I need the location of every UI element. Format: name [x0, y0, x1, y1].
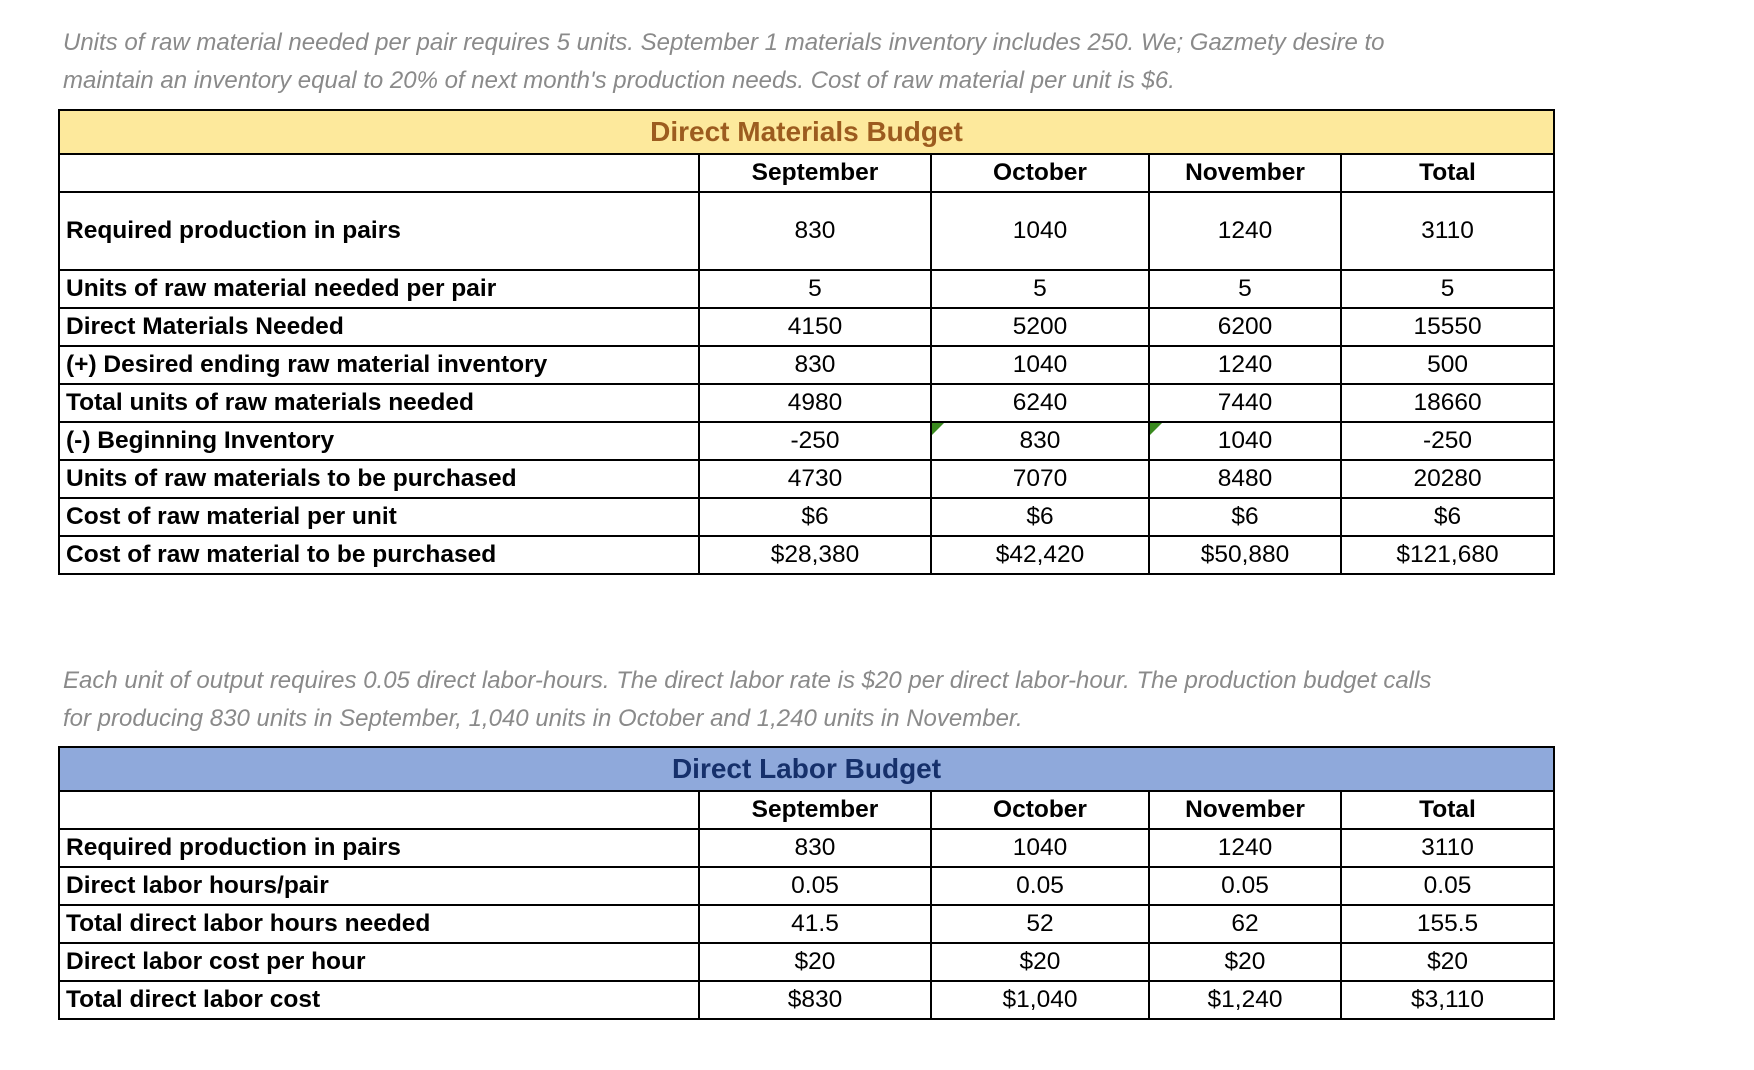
labor-col-total: Total: [1341, 791, 1554, 829]
row-label: Units of raw material needed per pair: [59, 270, 699, 308]
cell-value-with-comment-marker[interactable]: 1040: [1149, 422, 1341, 460]
labor-col-november: November: [1149, 791, 1341, 829]
cell-value: 5: [1149, 270, 1341, 308]
cell-value: 1240: [1149, 829, 1341, 867]
table-row: [59, 867, 1554, 905]
row-label: Direct labor cost per hour: [59, 943, 699, 981]
cell-value: 500: [1341, 346, 1554, 384]
cell-value: $50,880: [1149, 536, 1341, 574]
row-label: Total direct labor hours needed: [59, 905, 699, 943]
cell-value: $6: [1341, 498, 1554, 536]
cell-value: 830: [699, 829, 931, 867]
cell-value: $1,240: [1149, 981, 1341, 1019]
labor-header-blank: [59, 791, 699, 829]
materials-col-total: Total: [1341, 154, 1554, 192]
row-label: Cost of raw material per unit: [59, 498, 699, 536]
row-label: (+) Desired ending raw material inventory: [59, 346, 699, 384]
cell-value: 6200: [1149, 308, 1341, 346]
materials-note-line-1: Units of raw material needed per pair requires 5 units. September 1 materials inventory includes 250. We; Gazmety desire to: [63, 29, 1385, 56]
table-row: [59, 498, 1554, 536]
row-label: Units of raw materials to be purchased: [59, 460, 699, 498]
cell-value: -250: [699, 422, 931, 460]
row-label: Required production in pairs: [59, 829, 699, 867]
cell-value: 1240: [1149, 192, 1341, 270]
cell-value: 830: [699, 192, 931, 270]
materials-note: [63, 24, 1563, 100]
materials-col-october: October: [931, 154, 1149, 192]
table-row: [59, 270, 1554, 308]
direct-materials-budget-table: [58, 109, 1555, 575]
cell-value: 5: [1341, 270, 1554, 308]
table-row: [59, 422, 1554, 460]
cell-value: 5200: [931, 308, 1149, 346]
row-label: Total direct labor cost: [59, 981, 699, 1019]
cell-value: $20: [1341, 943, 1554, 981]
table-row: [59, 905, 1554, 943]
cell-value: $20: [931, 943, 1149, 981]
cell-value: 4150: [699, 308, 931, 346]
cell-value: 8480: [1149, 460, 1341, 498]
table-row: [59, 384, 1554, 422]
cell-value: 20280: [1341, 460, 1554, 498]
cell-value: 6240: [931, 384, 1149, 422]
row-label: Required production in pairs: [59, 192, 699, 270]
cell-value: 15550: [1341, 308, 1554, 346]
labor-col-september: September: [699, 791, 931, 829]
table-row: [59, 829, 1554, 867]
cell-value: $20: [1149, 943, 1341, 981]
labor-budget-title: Direct Labor Budget: [59, 747, 1554, 791]
cell-value: $6: [699, 498, 931, 536]
labor-note-line-2: for producing 830 units in September, 1,040 units in October and 1,240 units in November.: [63, 705, 1023, 732]
cell-value: $830: [699, 981, 931, 1019]
cell-value: 62: [1149, 905, 1341, 943]
materials-note-line-2: maintain an inventory equal to 20% of next month's production needs. Cost of raw material per unit is $6.: [63, 67, 1175, 94]
cell-value: 4980: [699, 384, 931, 422]
row-label: (-) Beginning Inventory: [59, 422, 699, 460]
row-label: Total units of raw materials needed: [59, 384, 699, 422]
cell-value: 41.5: [699, 905, 931, 943]
cell-value-with-comment-marker[interactable]: 830: [931, 422, 1149, 460]
row-label: Direct Materials Needed: [59, 308, 699, 346]
row-label: Cost of raw material to be purchased: [59, 536, 699, 574]
table-row: [59, 192, 1554, 270]
table-row: [59, 536, 1554, 574]
cell-value: $3,110: [1341, 981, 1554, 1019]
direct-labor-budget-table: [58, 746, 1555, 1020]
labor-note-line-1: Each unit of output requires 0.05 direct labor-hours. The direct labor rate is $20 per direct labor-hour. The production budget calls: [63, 667, 1432, 694]
cell-value: 7440: [1149, 384, 1341, 422]
cell-value: 4730: [699, 460, 931, 498]
labor-note: [63, 662, 1563, 738]
cell-value: 7070: [931, 460, 1149, 498]
table-row: [59, 346, 1554, 384]
materials-col-september: September: [699, 154, 931, 192]
row-label: Direct labor hours/pair: [59, 867, 699, 905]
cell-value: 52: [931, 905, 1149, 943]
cell-value: $6: [931, 498, 1149, 536]
cell-value: 0.05: [931, 867, 1149, 905]
cell-value: $121,680: [1341, 536, 1554, 574]
cell-value: -250: [1341, 422, 1554, 460]
cell-value: 155.5: [1341, 905, 1554, 943]
cell-value: 1040: [931, 346, 1149, 384]
cell-value: 3110: [1341, 829, 1554, 867]
labor-col-october: October: [931, 791, 1149, 829]
cell-value: 0.05: [1149, 867, 1341, 905]
materials-col-november: November: [1149, 154, 1341, 192]
table-row: [59, 460, 1554, 498]
materials-header-blank: [59, 154, 699, 192]
cell-value: $20: [699, 943, 931, 981]
materials-budget-title: Direct Materials Budget: [59, 110, 1554, 154]
cell-value: 18660: [1341, 384, 1554, 422]
cell-value: $1,040: [931, 981, 1149, 1019]
cell-value: 1040: [931, 192, 1149, 270]
table-row: [59, 308, 1554, 346]
cell-value: 1240: [1149, 346, 1341, 384]
cell-value: 0.05: [699, 867, 931, 905]
cell-value: 0.05: [1341, 867, 1554, 905]
cell-value: $42,420: [931, 536, 1149, 574]
cell-value: 5: [699, 270, 931, 308]
cell-value: $28,380: [699, 536, 931, 574]
table-row: [59, 943, 1554, 981]
cell-value: 830: [699, 346, 931, 384]
cell-value: 1040: [931, 829, 1149, 867]
cell-value: 5: [931, 270, 1149, 308]
cell-value: $6: [1149, 498, 1341, 536]
table-row: [59, 981, 1554, 1019]
cell-value: 3110: [1341, 192, 1554, 270]
